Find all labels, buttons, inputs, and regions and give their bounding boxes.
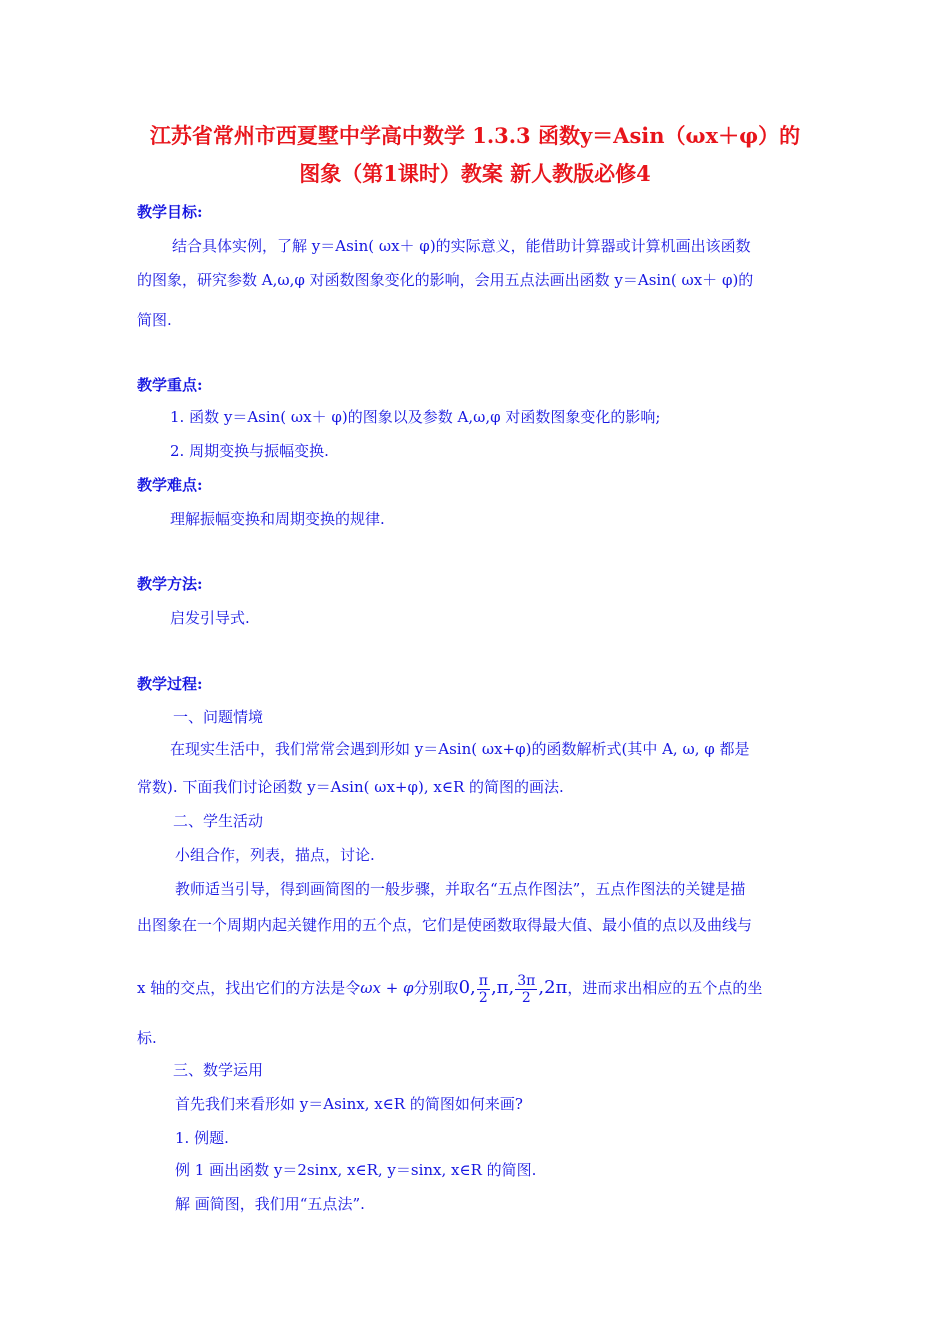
section-3-title: 三、数学运用 xyxy=(173,1061,264,1079)
document-title-line-1: 江苏省常州市西夏墅中学高中数学 1.3.3 函数y＝Asin（ωx＋φ）的 xyxy=(149,123,801,148)
five-point-intro: x 轴的交点，找出它们的方法是令 xyxy=(137,979,361,997)
section-2-line-3: 出图象在一个周期内起关键作用的五个点，它们是使函数取得最大值、最小值的点以及曲线与 xyxy=(137,916,753,934)
method-text: 启发引导式. xyxy=(170,609,250,627)
difficulties-text: 理解振幅变换和周期变换的规律. xyxy=(170,510,385,528)
key-point-2: 2. 周期变换与振幅变换. xyxy=(170,442,329,460)
section-1-line-1: 在现实生活中，我们常常会遇到形如 y＝Asin( ωx+φ)的函数解析式(其中 A, ω, φ 都是 xyxy=(170,740,750,758)
fraction-3pi-over-2 xyxy=(515,973,537,1006)
section-2-line-2: 教师适当引导，得到画简图的一般步骤，并取名“五点作图法”，五点作图法的关键是描 xyxy=(175,880,746,898)
section-3-line-1: 首先我们来看形如 y＝Asinx, x∈R 的简图如何来画? xyxy=(175,1095,523,1113)
section-2-line-4 xyxy=(137,966,762,1010)
key-point-1: 1. 函数 y＝Asin( ωx＋ φ)的图象以及参数 A,ω,φ 对函数图象变化的影响; xyxy=(170,408,661,426)
process-heading: 教学过程: xyxy=(137,675,203,693)
objectives-line-2: 的图象，研究参数 A,ω,φ 对函数图象变化的影响，会用五点法画出函数 y＝Asin( ωx＋ φ)的 xyxy=(137,271,754,289)
fraction-3pi-over-2-numerator: 3π xyxy=(517,972,536,989)
objectives-line-1: 结合具体实例，了解 y＝Asin( ωx＋ φ)的实际意义，能借助计算器或计算机画出该函数 xyxy=(172,237,751,255)
fraction-pi-over-2-denominator: 2 xyxy=(478,989,488,1006)
section-2-line-5: 标. xyxy=(137,1029,157,1047)
section-2-title: 二、学生活动 xyxy=(173,812,264,830)
value-2pi: ,2π xyxy=(538,977,568,998)
five-point-take: 分别取 xyxy=(413,979,459,997)
objectives-heading: 教学目标: xyxy=(137,203,203,221)
solution-1: 解 画简图，我们用“五点法”. xyxy=(175,1195,365,1213)
document-title-line-2: 图象（第1课时）教案 新人教版必修4 xyxy=(299,161,651,186)
section-1-title: 一、问题情境 xyxy=(173,708,264,726)
fraction-pi-over-2 xyxy=(477,973,490,1006)
key-points-heading: 教学重点: xyxy=(137,376,203,394)
value-pi: ,π, xyxy=(490,977,515,998)
phase-expression: ωx + φ xyxy=(360,979,414,997)
objectives-line-3: 简图. xyxy=(137,311,172,329)
fraction-3pi-over-2-denominator: 2 xyxy=(521,989,531,1006)
section-3-line-2: 1. 例题. xyxy=(175,1129,229,1147)
section-1-line-2: 常数). 下面我们讨论函数 y＝Asin( ωx+φ), x∈R 的简图的画法. xyxy=(137,778,564,796)
value-zero: 0, xyxy=(458,977,476,998)
five-point-conclusion: ，进而求出相应的五个点的坐 xyxy=(567,979,763,997)
example-1: 例 1 画出函数 y＝2sinx, x∈R, y＝sinx, x∈R 的简图. xyxy=(175,1161,537,1179)
section-2-line-1: 小组合作，列表，描点，讨论. xyxy=(175,846,375,864)
difficulties-heading: 教学难点: xyxy=(137,476,203,494)
method-heading: 教学方法: xyxy=(137,575,203,593)
fraction-pi-over-2-numerator: π xyxy=(478,972,488,989)
